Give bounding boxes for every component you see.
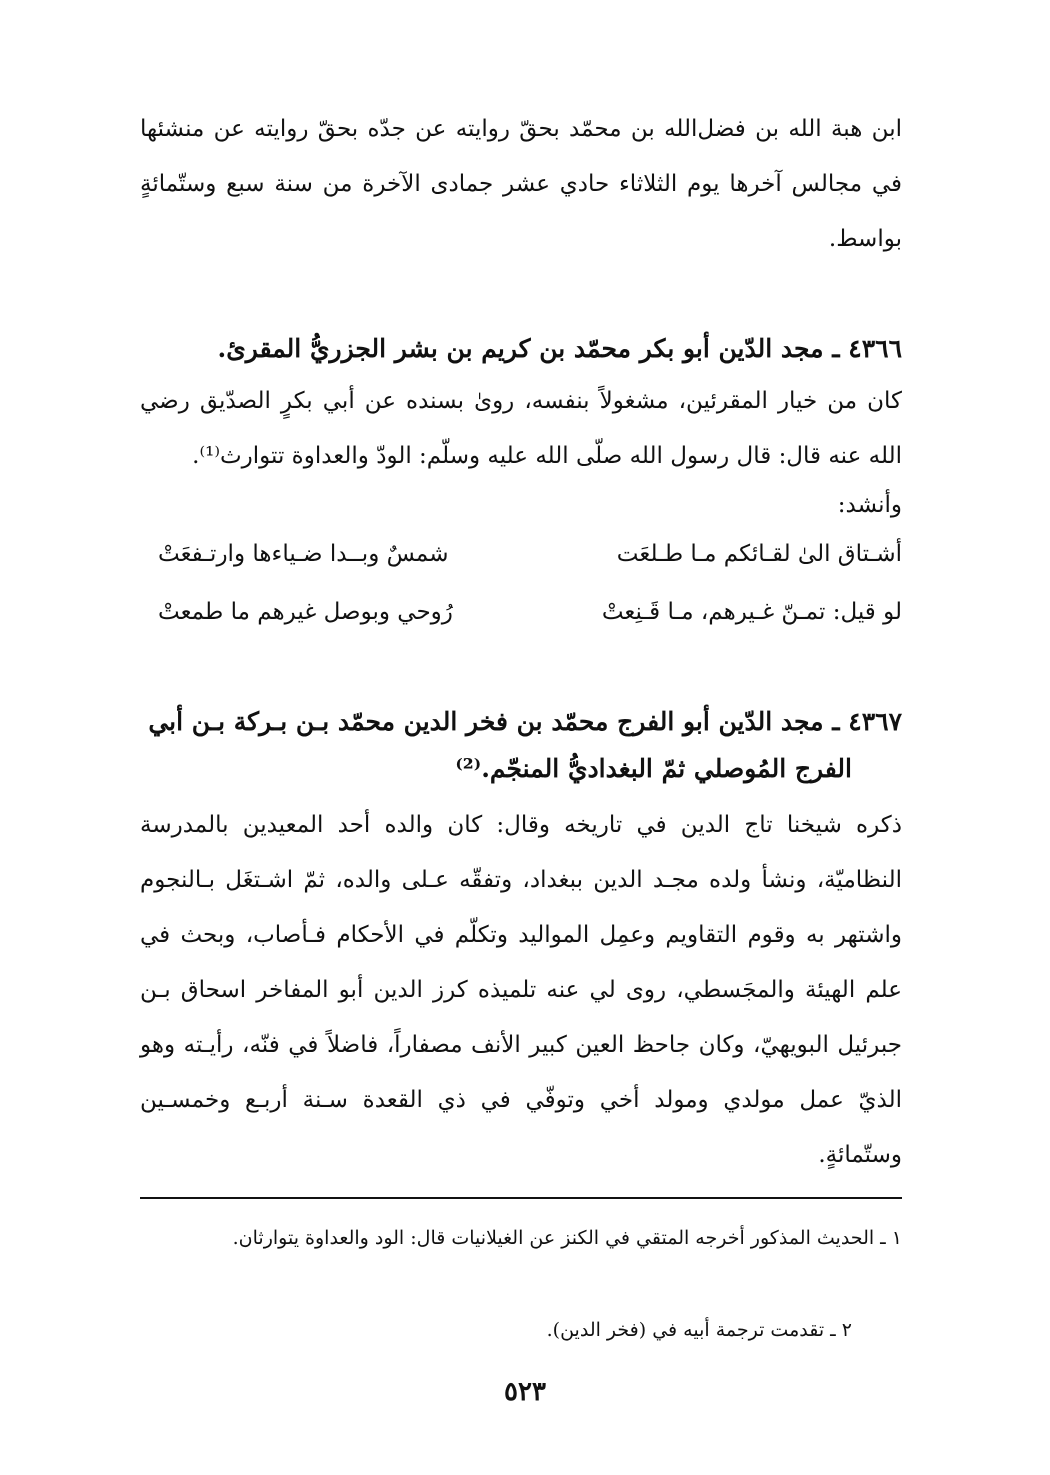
- footnote-divider: [140, 1197, 902, 1199]
- poem-verse-1-second-hemistich: شمسٌ وبــدا ضـياءها وارتـفعَتْ: [158, 541, 449, 567]
- footnote-1: ١ ـ الحديث المذكور أخرجه المتقي في الكنز عن الغيلانيات قال: الود والعداوة يتوارثان.: [232, 1227, 902, 1249]
- poem-verse-2-second-hemistich: رُوحي وبوصل غيرهم ما طمعتْ: [158, 599, 453, 625]
- entry-4367-heading-line-2: الفرج المُوصلي ثمّ البغداديُّ المنجّم.⁽²⁾: [455, 754, 852, 783]
- entry-4367-heading-line-1: ٤٣٦٧ ـ مجد الدّين أبو الفرج محمّد بن فخر الدين محمّد بـن بـركة بـن أبي: [148, 707, 902, 736]
- entry-4367-paragraph: ذكره شيخنا تاج الدين في تاريخه وقال: كان والده أحد المعيدين بالمدرسة النظاميّة، ونشأ ولده مجـد الدين ببغداد، وتفقّه عـلى والده، ثمّ اشـتغَل بـالنجوم واشتهر به وقوم التقاويم وعمِل المواليد وتكلّم في الأحكام فـأصاب، وبحث في علم الهيئة والمجَسطي، روى لي عنه تلميذه كرز الدين أبو المفاخر اسحاق بـن جبرئيل البويهيّ، وكان جاحظ العين كبير الأنف مصفاراً، فاضلاً في فنّه، رأيـته وهو الذيّ عمل مولدي ومولد أخي وتوفّي في ذي القعدة سـنة أربـع وخمسـين وستّمائةٍ.: [140, 812, 902, 1168]
- page-number: ٥٢٣: [504, 1377, 546, 1407]
- poem-verse-2-first-hemistich: لو قيل: تمـنّ غـيرهم، مـا قَـنِعتْ: [601, 599, 902, 625]
- intro-paragraph: ابن هبة الله بن فضل‌الله بن محمّد بحقّ روايته عن جدّه بحقّ روايته عن منشئها في مجالس آخرها يوم الثلاثاء حادي عشر جمادى الآخرة من سنة سبع وستّمائةٍ بواسط.: [140, 116, 902, 252]
- footnote-2: ٢ ـ تقدمت ترجمة أبيه في (فخر الدين).: [546, 1319, 852, 1341]
- entry-4366-paragraph: كان من خيار المقرئين، مشغولاً بنفسه، روىٰ بسنده عن أبي بكرٍ الصدّيق رضي الله عنه قال: قال رسول الله صلّى الله عليه وسلّم: الودّ والعداوة تتوارث⁽¹⁾.: [140, 388, 902, 469]
- poem-verse-2: [140, 587, 902, 637]
- entry-4366-heading: ٤٣٦٦ ـ مجد الدّين أبو بكر محمّد بن كريم بن بشر الجزريُّ المقرئ.: [217, 334, 902, 363]
- poem-verse-1-first-hemistich: أشـتاق الىٰ لقـائكم مـا طـلعَت: [616, 541, 902, 567]
- recited-label: وأنشد:: [837, 492, 902, 518]
- poem-verse-1: [140, 529, 902, 579]
